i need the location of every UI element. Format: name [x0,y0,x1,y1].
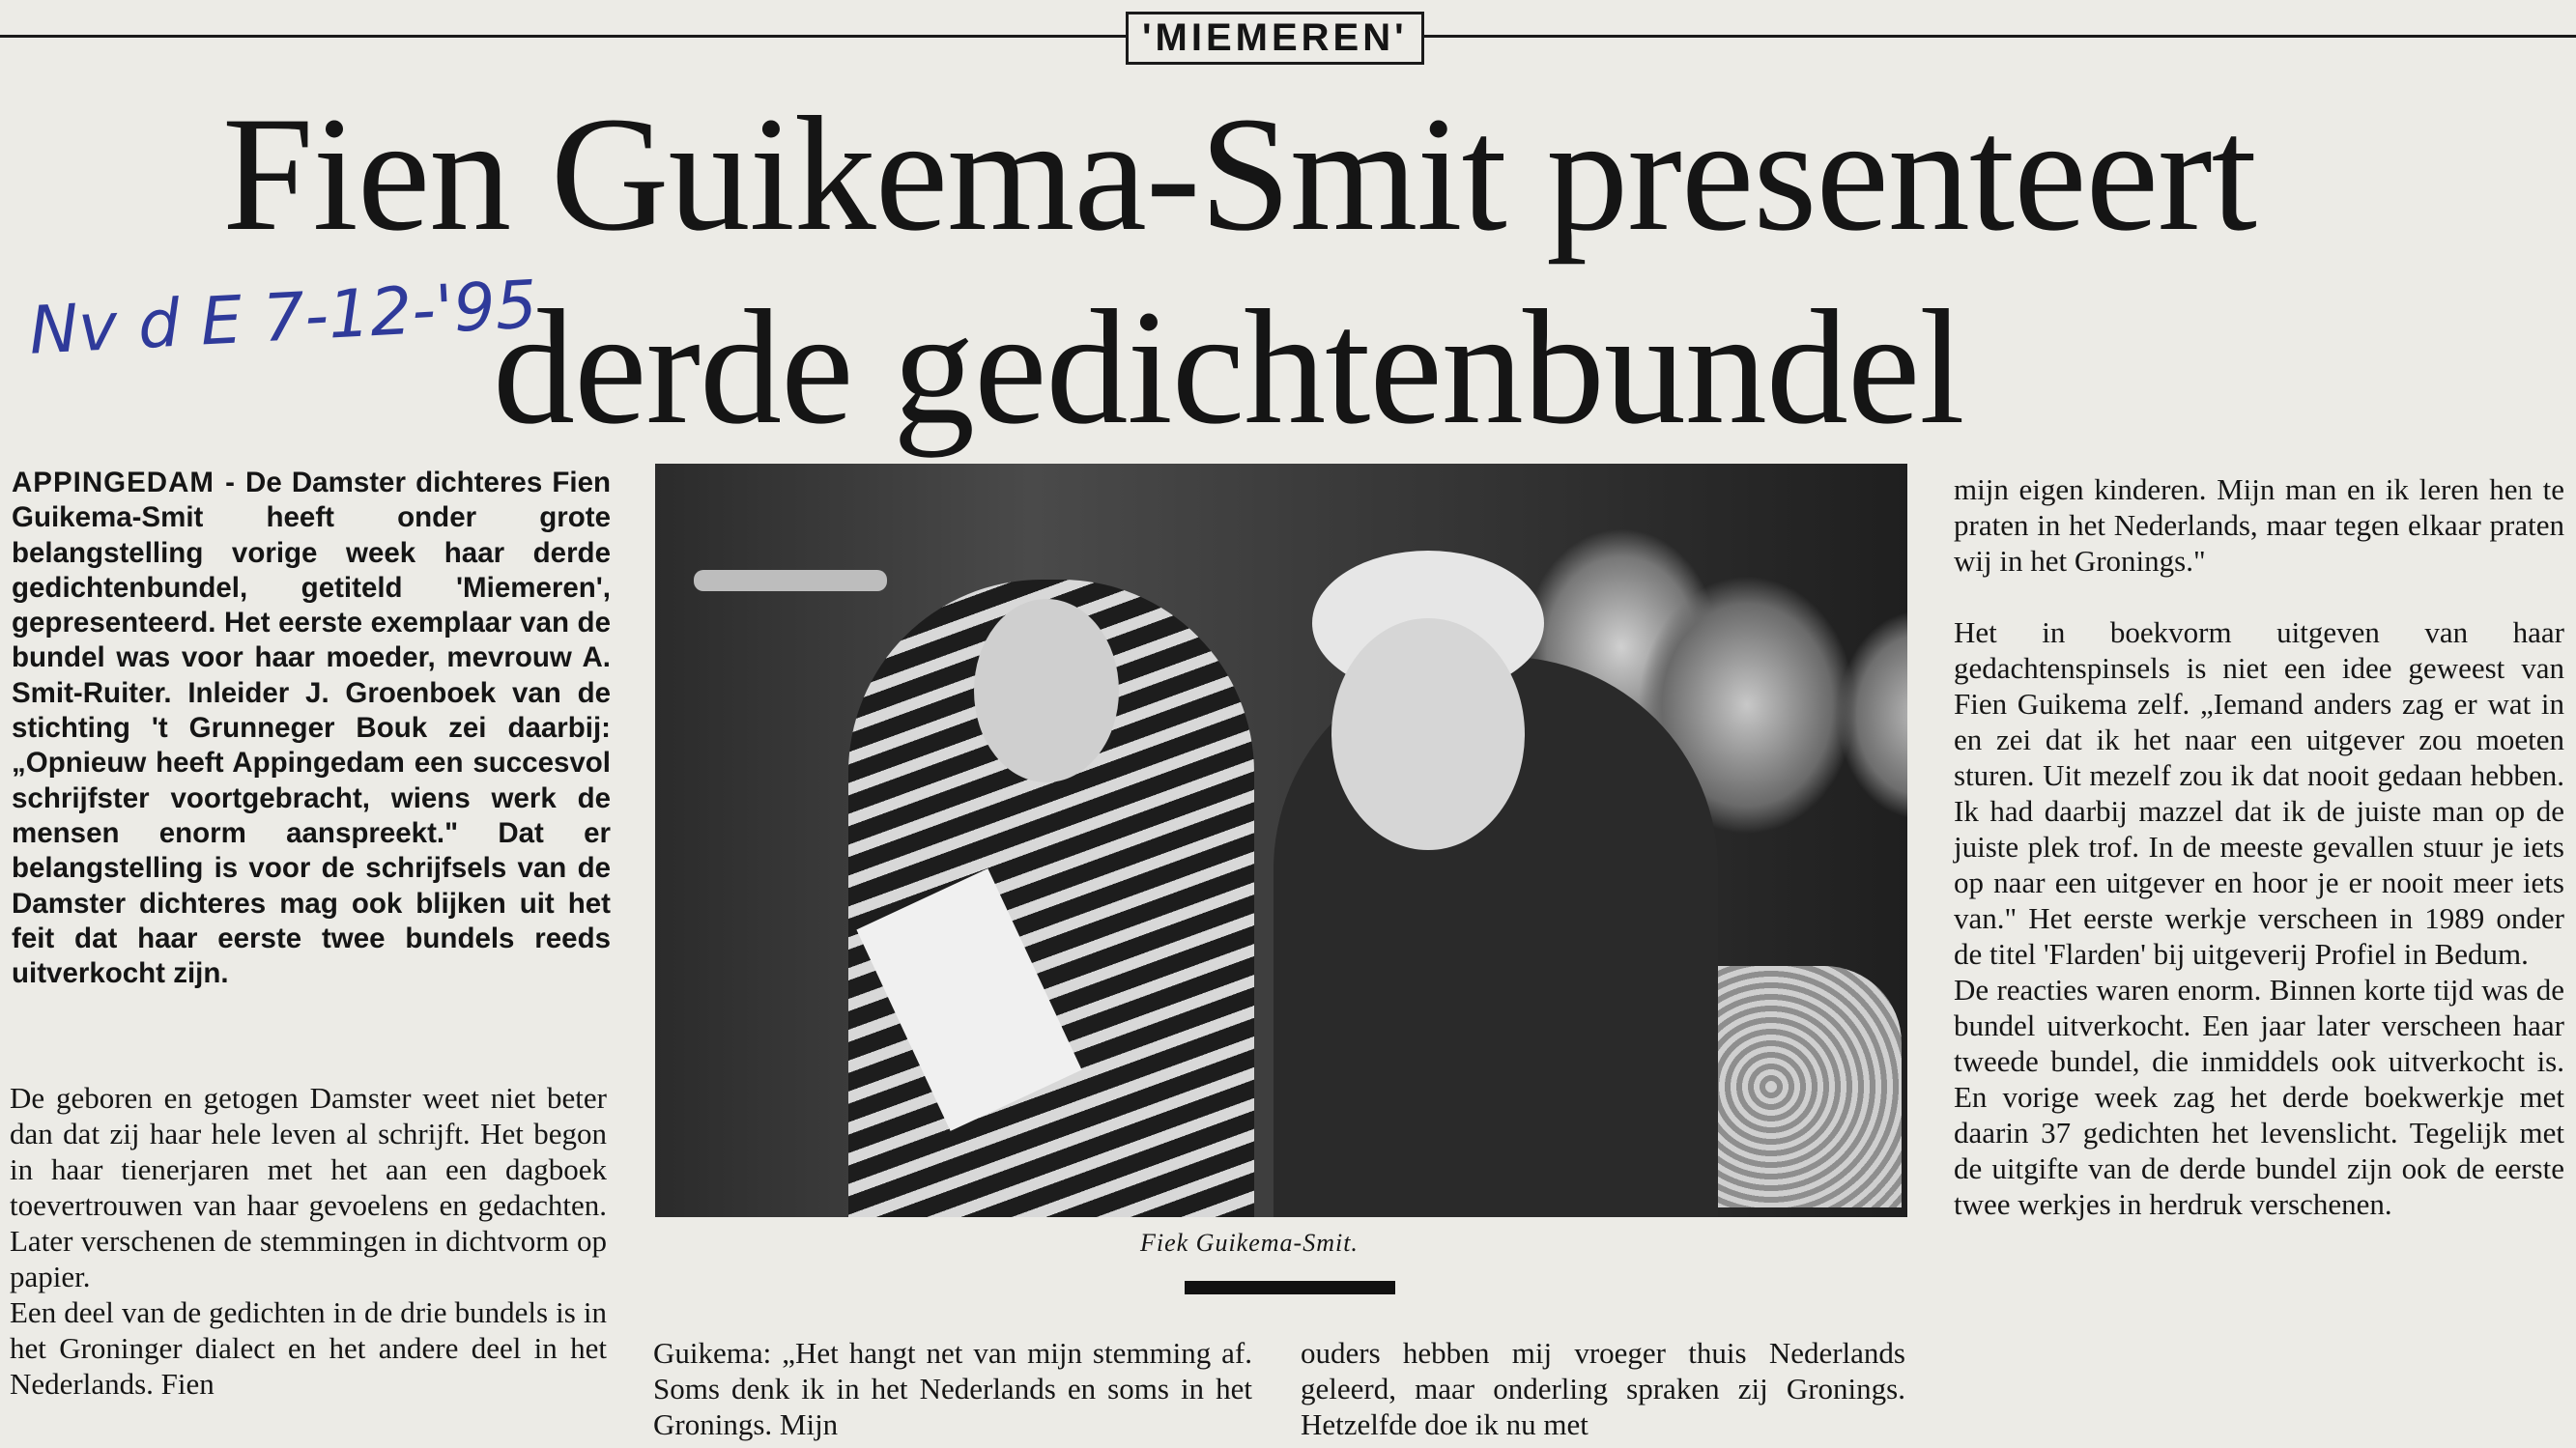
column-1-paragraph: De geboren en getogen Damster weet niet beter dan dat zij haar hele leven al schrijft. Het begon in haar tienerjaren met het aan een dagboek toevertrouwen van haar gevoelens en gedachten. Later verschenen de stemmingen in dichtvorm op papier. [10,1081,607,1293]
woman-left-face [974,599,1119,782]
headline [97,77,2416,464]
handwritten-date-note: Nv d E 7-12-'95 [27,267,539,370]
headline-line-1: Fien Guikema-Smit presenteert [222,83,2256,265]
column-1-paragraph: Een deel van de gedichten in de drie bundels is in het Groninger dialect en het andere deel in het Nederlands. Fien [10,1295,607,1401]
article-photo [655,464,1907,1217]
lamp-shape [694,570,887,591]
column-1 [10,1080,607,1402]
dateline: APPINGEDAM - [12,467,236,498]
column-3-paragraph: Het in boekvorm uitgeven van haar gedachtenspinsels is niet een idee geweest van Fien Guikema zelf. „Iemand anders zag er wat in en zei dat ik het naar een uitgever zou moeten sturen. Uit mezelf zou ik dat nooit gedaan hebben. Ik had daarbij mazzel dat ik de juiste man op de juiste plek trof. In de meeste gevallen stuur je iets op naar een uitgever en hoor je er nooit meer iets van." Het eerste werkje verscheen in 1989 onder de titel 'Flarden' bij uitgeverij Profiel in Bedum. [1954,615,2564,971]
headline-line-2: derde gedichtenbundel [493,276,1964,458]
column-2b: ouders hebben mij vroeger thuis Nederlands geleerd, maar onderling spraken zij Gronings. Hetzelfde doe ik nu met [1301,1336,1905,1441]
column-3-paragraph: mijn eigen kinderen. Mijn man en ik leren hen te praten in het Nederlands, maar tegen elkaar praten wij in het Gronings." [1954,472,2564,578]
column-3-paragraph: De reacties waren enorm. Binnen korte tijd was de bundel uitverkocht. Een jaar later verscheen haar tweede bundel, die inmiddels ook uitverkocht is. En vorige week zag het derde boekwerkje met daarin 37 gedichten het levenslicht. Tegelijk met de uitgifte van de derde bundel zijn ook de eerste twee werkjes in herdruk verschenen. [1954,973,2564,1221]
column-2a: Guikema: „Het hangt net van mijn stemming af. Soms denk ik in het Nederlands en soms in het Gronings. Mijn [653,1336,1252,1441]
lead-text: De Damster dichteres Fien Guikema-Smit heeft onder grote belangstelling vorige week haar derde gedichtenbundel, getiteld 'Miemeren', gepresenteerd. Het eerste exemplaar van de bundel was voor haar moeder, mevrouw A. Smit-Ruiter. Inleider J. Groenboek van de stichting 't Grunneger Bouk zei daarbij: „Opnieuw heeft Appingedam een succesvol schrijfster voortgebracht, wiens werk de mensen enorm aanspreekt." Dat er belangstelling is voor de schrijfsels van de Damster dichteres mag ook blijken uit het feit dat haar eerste twee bundels reeds uitverkocht zijn. [12,467,611,990]
photo-caption: Fiek Guikema-Smit. [1140,1229,1359,1257]
column-3 [1954,471,2564,1222]
caption-rule [1185,1281,1395,1294]
woman-right-face [1331,618,1525,850]
section-rubric: 'MIEMEREN' [1126,12,1424,65]
lead-paragraph [12,466,611,991]
